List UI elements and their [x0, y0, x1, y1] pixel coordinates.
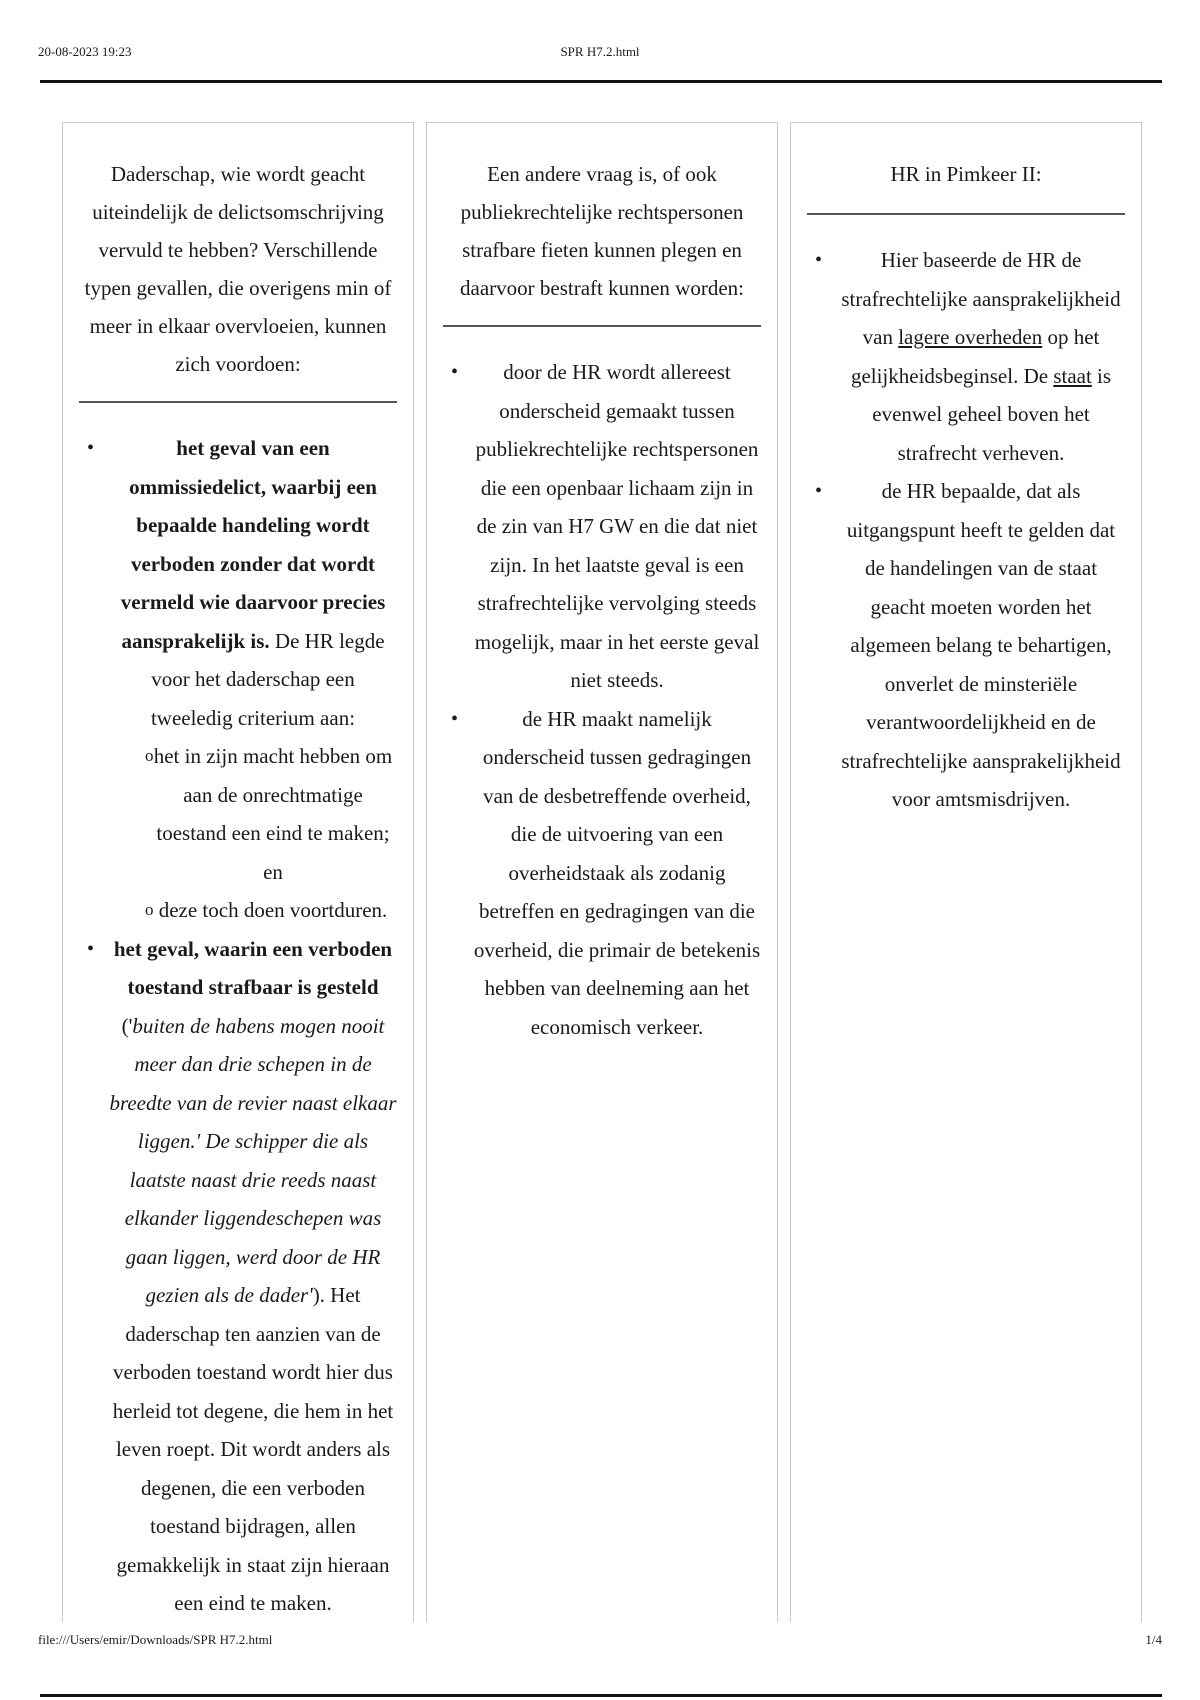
column-pimkeer [790, 122, 1142, 1622]
print-date: 20-08-2023 19:23 [38, 44, 132, 59]
header-rule [40, 80, 1162, 83]
list-item: • door de HR wordt allereest onderscheid gemaakt tussen publiekrechtelijke rechtspersonen die een openbaar lichaam zijn in de zin van H7 GW en die dat niet zijn. In het laatste geval is een strafrechtelijke vervolging steeds mogelijk, maar in het eerste geval niet steeds. [443, 353, 761, 700]
column-header: Een andere vraag is, of ook publiekrechtelijke rechtspersonen strafbare fieten kunnen plegen en daarvoor bestraft kunnen worden: [460, 162, 744, 300]
column-header: Daderschap, wie wordt geacht uiteindelijk de delictsomschrijving vervuld te hebben? Verschillende typen gevallen, die overigens min of meer in elkaar overvloeien, kunnen zich voordoen: [84, 162, 392, 376]
column-divider [807, 213, 1125, 215]
column-publiekrechtelijk [426, 122, 778, 1622]
list-item [79, 930, 397, 1623]
underlined-term: lagere overheden [898, 325, 1043, 349]
list-item: • de HR maakt namelijk onderscheid tussen gedragingen van de desbetreffende overheid, die de uitvoering van een overheidstaak als zodanig betreffen en gedragingen van die overheid, die primair de betekenis hebben van deelneming aan het economisch verkeer. [443, 700, 761, 1047]
print-url: file:///Users/emir/Downloads/SPR H7.2.html [38, 1632, 273, 1647]
column-divider [443, 325, 761, 327]
column-divider [79, 401, 397, 403]
bullet-list [79, 429, 397, 1622]
print-title: SPR H7.2.html [560, 44, 640, 59]
bullet-list [443, 353, 761, 1046]
item-bold-text: het geval van een ommissiedelict, waarbij een bepaalde handeling wordt verboden zonder dat wordt vermeld wie daarvoor precies aansprakelijk is. [120, 436, 386, 653]
sub-list-item: o deze toch doen voortduren. [109, 891, 397, 930]
item-italic-text: buiten de habens mogen nooit meer dan drie schepen in de breedte van de revier naast elkaar liggen.' De schipper die als laatste naast drie reeds naast elkander liggendeschepen was gaan liggen, werd door de HR gezien als de dader' [109, 1013, 397, 1307]
list-item: • de HR bepaalde, dat als uitgangspunt heeft te gelden dat de handelingen van de staat geacht moeten worden het algemeen belang te behartigen, onverlet de minsteriële verantwoordelijkheid en de strafrechtelijke aansprakelijkheid voor amtsmisdrijven. [807, 472, 1125, 819]
sub-list-item: o het in zijn macht hebben om aan de onrechtmatige toestand een eind te maken; en [109, 737, 397, 891]
column-header: HR in Pimkeer II: [890, 162, 1042, 186]
item-text: ). Het daderschap ten aanzien van de verboden toestand wordt hier dus herleid tot degene, die hem in het leven roept. Dit wordt anders als degenen, die een verboden toestand bijdragen, allen gemakkelijk in staat zijn hieraan een eind te maken. [112, 1283, 394, 1615]
print-header [38, 44, 1162, 64]
item-bold-text: het geval, waarin een verboden toestand strafbaar is gesteld [113, 936, 393, 999]
item-text: De HR legde voor het daderschap een tweeledig criterium aan: [150, 628, 385, 730]
sub-list [109, 737, 397, 930]
list-item [79, 429, 397, 930]
list-item: • Hier baseerde de HR de strafrechtelijke aansprakelijkheid van lagere overheden op het gelijkheidsbeginsel. De staat is evenwel geheel boven het strafrecht verheven. [807, 241, 1125, 472]
page-number: 1/4 [1145, 1632, 1162, 1647]
underlined-term: staat [1053, 363, 1092, 388]
item-text: (' [121, 1013, 133, 1038]
footer-rule [40, 1694, 1162, 1697]
bullet-list [807, 241, 1125, 819]
column-daderschap [62, 122, 414, 1622]
